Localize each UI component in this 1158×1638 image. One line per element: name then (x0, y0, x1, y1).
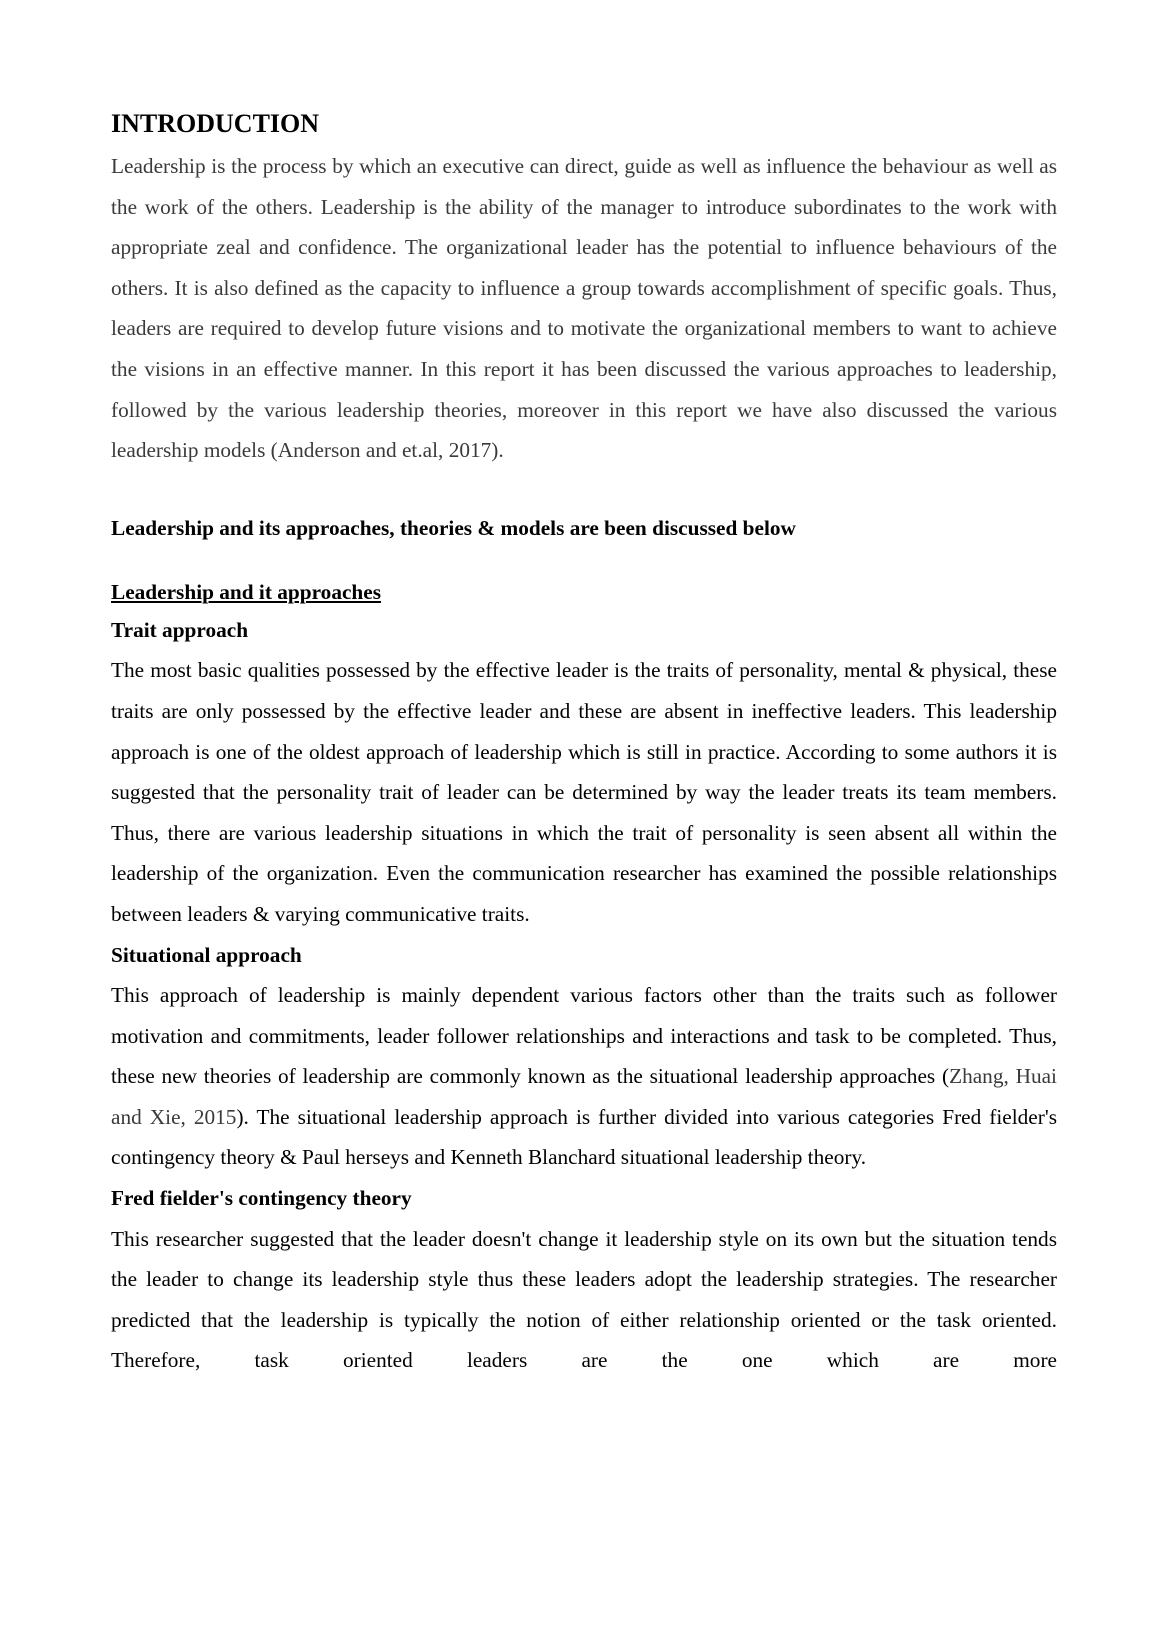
fiedler-theory-paragraph: This researcher suggested that the leader doesn't change it leadership style on its own but the situation tends the leader to change its leadership style thus these leaders adopt the leadership strategies. The researcher predicted that the leadership is typically the notion of either relationship oriented or the task oriented. Therefore, task oriented leaders are the one which are more (111, 1226, 1057, 1373)
citation: Zhang, Huai and Xie, 2015 (111, 1064, 1057, 1129)
situational-text-after: ). The situational leadership approach is further divided into various categories Fred fielder's contingency theory & Paul herseys and Kenneth Blanchard situational leadership theory. (111, 1104, 1057, 1170)
situational-approach-heading: Situational approach (111, 942, 302, 967)
trait-approach-paragraph: The most basic qualities possessed by the effective leader is the traits of personality, mental & physical, these traits are only possessed by the effective leader and these are absent in ineffective leaders. This leadership approach is one of the oldest approach of leadership which is still in practice. According to some authors it is suggested that the personality trait of leader can be determined by way the leader treats its team members. Thus, there are various leadership situations in which the trait of personality is seen absent all within the leadership of the organization. Even the communication researcher has examined the possible relationships between leaders & varying communicative traits. (111, 658, 1057, 926)
intro-paragraph: Leadership is the process by which an executive can direct, guide as well as influence the behaviour as well as the work of the others. Leadership is the ability of the manager to introduce subordinates to the work with appropriate zeal and confidence. The organizational leader has the potential to influence behaviours of the others. It is also defined as the capacity to influence a group towards accomplishment of specific goals. Thus, leaders are required to develop future visions and to motivate the organizational members to want to achieve the visions in an effective manner. In this report it has been discussed the various approaches to leadership, followed by the various leadership theories, moreover in this report we have also discussed the various leadership models (Anderson and et.al, 2017). (111, 154, 1057, 463)
fiedler-theory-heading: Fred fielder's contingency theory (111, 1186, 412, 1211)
page-title: INTRODUCTION (111, 109, 320, 138)
section-heading: Leadership and it approaches (111, 579, 382, 604)
trait-approach-heading: Trait approach (111, 617, 249, 642)
situational-approach-paragraph (111, 975, 1057, 1178)
document-page (111, 106, 1057, 1381)
situational-text-before: This approach of leadership is mainly dependent various factors other than the traits such as follower motivation and commitments, leader follower relationships and interactions and task to be completed. Thus, these new theories of leadership are commonly known as the situational leadership approaches ( (111, 983, 1057, 1089)
main-heading: Leadership and its approaches, theories & models are been discussed below (111, 515, 796, 540)
